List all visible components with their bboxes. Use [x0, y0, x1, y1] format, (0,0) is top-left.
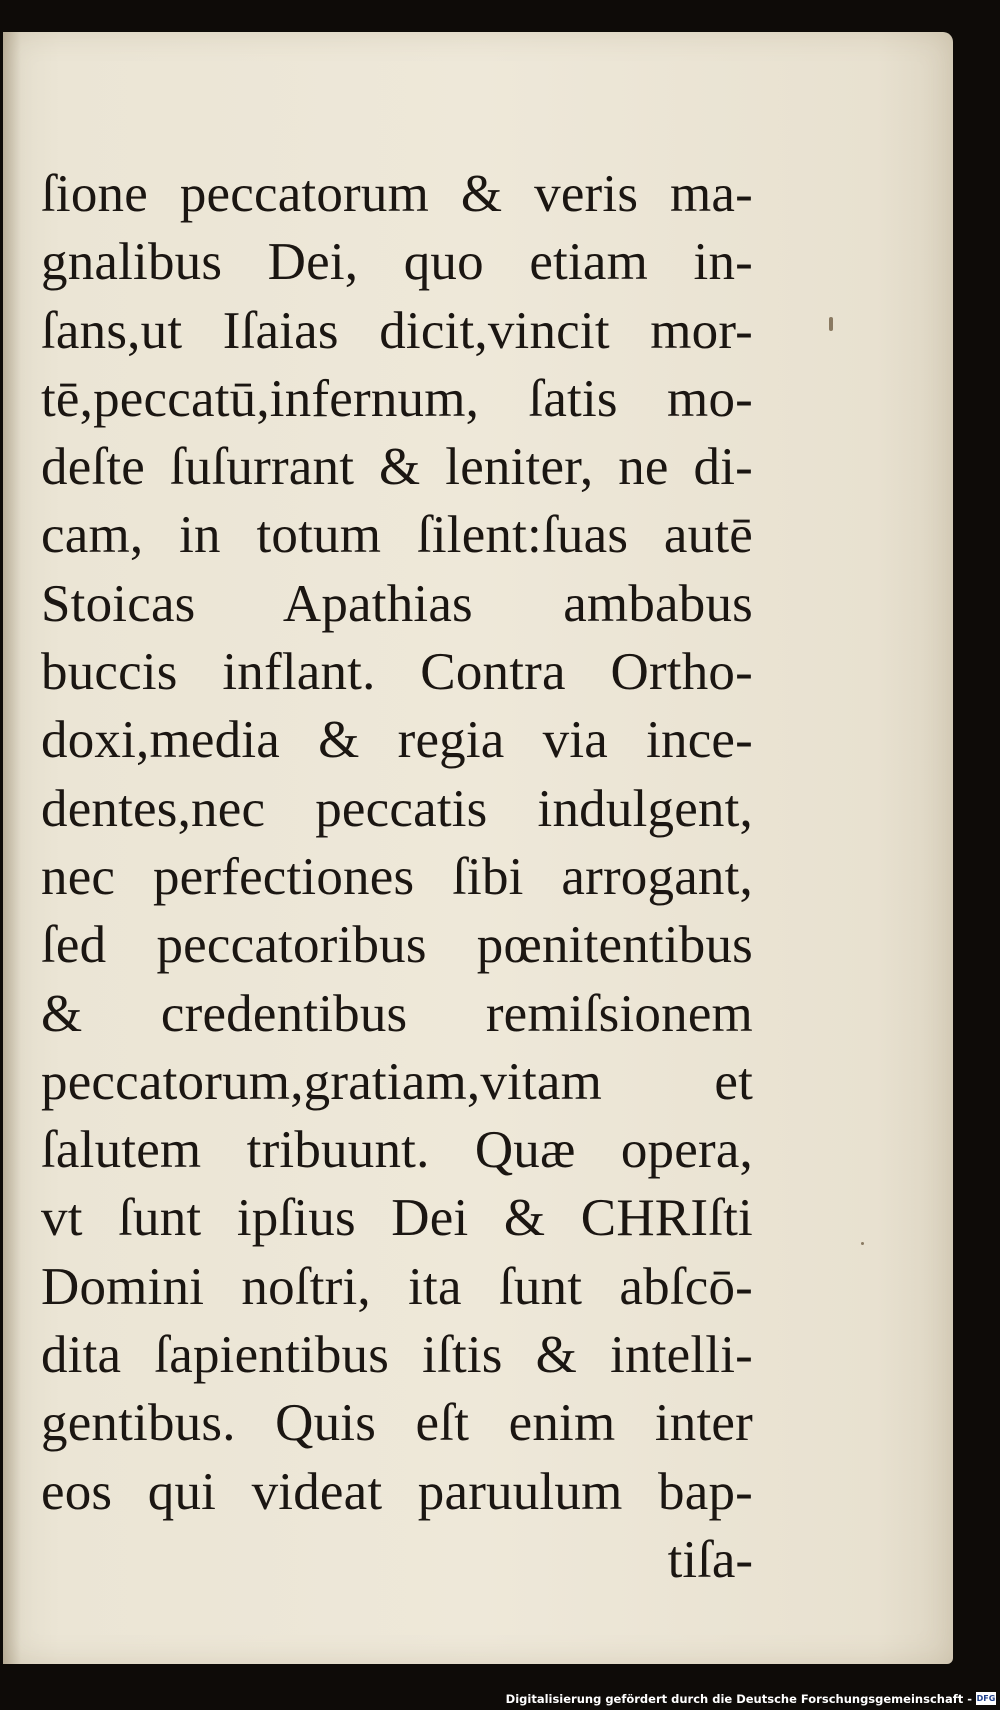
text-line-17: Domini noſtri, ita ſunt abſcō-	[41, 1257, 753, 1316]
funding-credit: Digitalisierung gefördert durch die Deutsche Forschungsgemeinschaft -	[505, 1692, 972, 1706]
text-line-7: Stoicas Apathias ambabus	[41, 574, 753, 633]
text-line-8: buccis inflant. Contra Ortho-	[41, 643, 753, 702]
text-line-3: ſans,ut Iſaias dicit,vincit mor-	[41, 301, 753, 360]
text-line-18: dita ſapientibus iſtis & intelli-	[41, 1326, 753, 1385]
paper-speck	[829, 317, 833, 331]
text-line-13: & credentibus remiſsionem	[41, 984, 753, 1043]
text-line-4: tē,peccatū,infernum, ſatis mo-	[41, 369, 753, 428]
text-line-5: deſte ſuſurrant & leniter, ne di-	[41, 438, 753, 497]
text-line-20: eos qui videat paruulum bap-	[41, 1462, 753, 1521]
paper-speck	[861, 1242, 864, 1245]
text-line-16: vt ſunt ipſius Dei & CHRIſti	[41, 1189, 753, 1248]
text-line-9: doxi,media & regia via ince-	[41, 711, 753, 770]
text-line-12: ſed peccatoribus pœnitentibus	[41, 916, 753, 975]
page-text-block	[41, 160, 753, 1594]
text-line-2: gnalibus Dei, quo etiam in-	[41, 233, 753, 292]
text-line-1: ſione peccatorum & veris ma-	[41, 165, 753, 223]
catchword: tiſa-	[667, 1530, 753, 1589]
text-line-14: peccatorum,gratiam,vitam et	[41, 1052, 753, 1111]
book-page	[3, 32, 953, 1664]
dfg-logo: DFG	[976, 1694, 996, 1703]
footer-bar	[0, 1686, 1000, 1710]
text-line-6: cam, in totum ſilent:ſuas autē	[41, 506, 753, 565]
text-line-10: dentes,nec peccatis indulgent,	[41, 779, 753, 838]
text-line-19: gentibus. Quis eſt enim inter	[41, 1394, 753, 1453]
text-line-11: nec perfectiones ſibi arrogant,	[41, 847, 753, 906]
text-line-15: ſalutem tribuunt. Quæ opera,	[41, 1121, 753, 1180]
